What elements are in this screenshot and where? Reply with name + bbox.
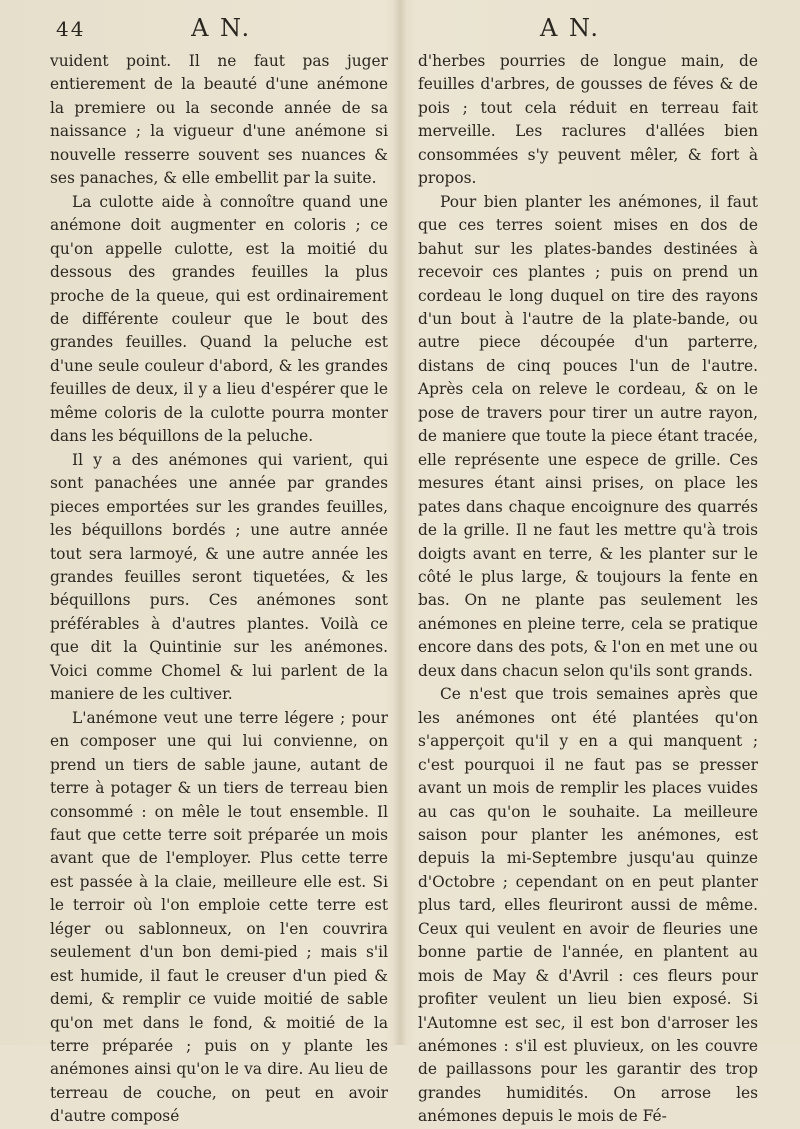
paragraph-compost: d'herbes pourries de longue main, de feuilles d'arbres, de gousses de féves & de pois ; tout cela réduit en terreau fait merveille. Les raclures d'allées bien consommées s'y peuvent mêler, & fort à propos.: [418, 52, 758, 188]
page-number: 44: [56, 17, 86, 41]
left-text-column: [50, 50, 388, 1129]
right-page-header: [540, 14, 660, 48]
right-text-column: [418, 50, 758, 1129]
paragraph-varieties: Il y a des anémones qui varient, qui sont panachées une année par grandes pieces emportées sur les grandes feuilles, les béquillons bordés ; une autre année tout sera larmoyé, & une autre année les grandes feuilles seront tiquetées, & les béquillons purs. Ces anémones sont préférables à d'autres plantes. Voilà ce que dit la Quintinie sur les anémones. Voici comme Chomel & lui parlent de la maniere de les cultiver.: [50, 450, 388, 704]
left-running-title: A N.: [191, 14, 252, 42]
paragraph-soil: L'anémone veut une terre légere ; pour en composer une qui lui convienne, on prend un tiers de sable jaune, autant de terre à potager & un tiers de terreau bien consommé : on mêle le tout ensemble. Il faut que cette terre soit préparée un mois avant que de l'employer. Plus cette terre est passée à la claie, meilleure elle est. Si le terroir où l'on emploie cette terre est léger ou sablonneux, on l'en couvrira seulement d'un bon demi-pied ; mais s'il est humide, il faut le creuser d'un pied & demi, & remplir ce vuide moitié de sable qu'on met dans le fond, & moitié de la terre préparée ; puis on y plante les anémones ainsi qu'on le va dire. Au lieu de terreau de couche, on peut en avoir d'autre composé: [50, 708, 388, 1126]
page-gutter: [393, 0, 407, 1045]
paragraph-planting: Pour bien planter les anémones, il faut que ces terres soient mises en dos de bahut sur les plates-bandes destinées à recevoir ces plantes ; puis on prend un cordeau le long duquel on tire des rayons d'un bout à l'autre de la plate-bande, ou autre piece découpée d'un parterre, distans de cinq pouces l'un de l'autre. Après cela on releve le cordeau, & on le pose de travers pour tirer un autre rayon, de maniere que toute la piece étant tracée, elle représente une espece de grille. Ces mesures étant ainsi prises, on place les pates dans chaque encoignure des quarrés de la grille. Il ne faut les mettre qu'à trois doigts avant en terre, & les planter sur le côté le plus large, & toujours la fente en bas. On ne plante pas seulement les anémones en pleine terre, cela se pratique encore dans des pots, & l'on en met une ou deux dans chacun selon qu'ils sont grands.: [418, 192, 758, 680]
left-page-header: [56, 14, 386, 48]
right-running-title: A N.: [540, 14, 601, 42]
paragraph-continuation: vuident point. Il ne faut pas juger entierement de la beauté d'une anémone la premiere ou la seconde année de sa naissance ; la vigueur d'une anémone si nouvelle resserre souvent ses nuances & ses panaches, & elle embellit par la suite.: [50, 52, 388, 188]
paragraph-season: Ce n'est que trois semaines après que les anémones ont été plantées qu'on s'apperçoit qu'il y en a qui manquent ; c'est pourquoi il ne faut pas se presser avant un mois de remplir les places vuides au cas qu'on le souhaite. La meilleure saison pour planter les anémones, est depuis la mi-Septembre jusqu'au quinze d'Octobre ; cependant on en peut planter plus tard, elles fleuriront aussi de même. Ceux qui veulent en avoir de fleuries une bonne partie de l'année, en plantent au mois de May & d'Avril : ces fleurs pour profiter veulent un lieu bien exposé. Si l'Automne est sec, il est bon d'arroser les anémones : s'il est pluvieux, on les couvre de paillassons pour les garantir des trop grandes humidités. On arrose les anémones depuis le mois de Fé-: [418, 685, 758, 1126]
paragraph-culotte: La culotte aide à connoître quand une anémone doit augmenter en coloris ; ce qu'on appelle culotte, est la moitié du dessous des grandes feuilles la plus proche de la queue, qui est ordinairement de différente couleur que le bout des grandes feuilles. Quand la peluche est d'une seule couleur d'abord, & les grandes feuilles de deux, il y a lieu d'espérer que le même coloris de la culotte pourra monter dans les béquillons de la peluche.: [50, 192, 388, 446]
